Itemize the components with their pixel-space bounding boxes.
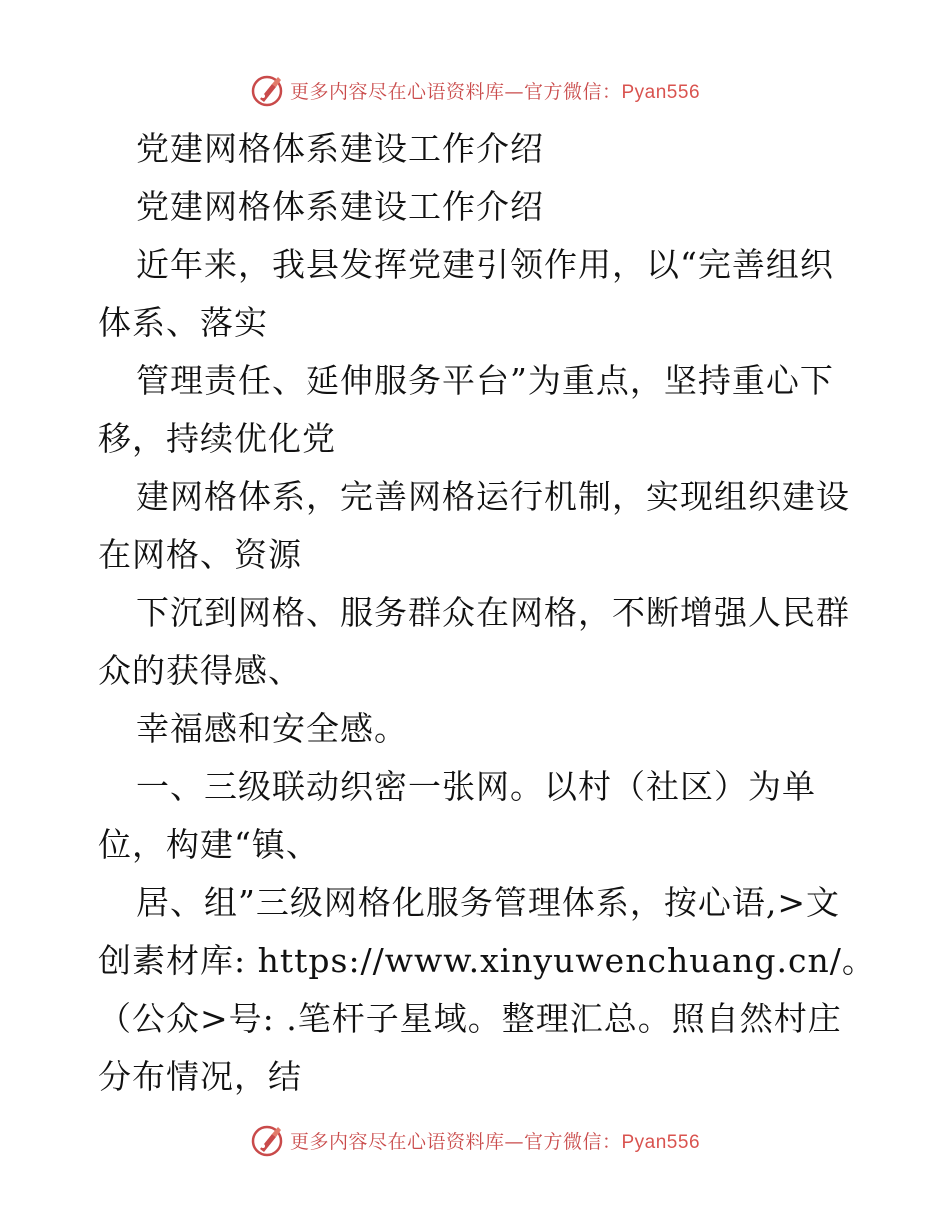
- paragraph-line: 分布情况，结: [98, 1057, 302, 1096]
- paragraph-line: 管理责任、延伸服务平台”为重点，坚持重心下: [136, 361, 834, 400]
- paragraph-line: 创素材库: https://www.xinyuwenchuang.cn/。: [98, 941, 876, 980]
- pen-logo-icon: [250, 1122, 286, 1158]
- paragraph-line: 下沉到网格、服务群众在网格，不断增强人民群: [136, 593, 850, 632]
- banner-wechat-id: Pyan556: [621, 81, 701, 103]
- doc-subtitle: 党建网格体系建设工作介绍: [136, 187, 544, 226]
- banner-wechat-id: Pyan556: [621, 1131, 701, 1153]
- paragraph-line: 移，持续优化党: [98, 419, 336, 458]
- paragraph-line: 位，构建“镇、: [98, 825, 320, 864]
- banner-wechat-label: 官方微信：: [523, 1130, 622, 1153]
- paragraph-line: 在网格、资源: [98, 535, 302, 574]
- paragraph-line: 幸福感和安全感。: [136, 709, 408, 748]
- footer-banner: [0, 1120, 950, 1160]
- paragraph-line: 众的获得感、: [98, 651, 302, 690]
- header-banner: [0, 70, 950, 110]
- paragraph-line: 体系、落实: [98, 303, 268, 342]
- paragraph-line: 近年来，我县发挥党建引领作用，以“完善组织: [136, 245, 834, 284]
- banner-main-text: 更多内容尽在心语资料库: [289, 1130, 505, 1153]
- banner-main-text: 更多内容尽在心语资料库: [289, 80, 505, 103]
- paragraph-line: （公众>号: .笔杆子星域。整理汇总。照自然村庄: [98, 999, 842, 1038]
- banner-dash: —: [504, 80, 524, 103]
- doc-title: 党建网格体系建设工作介绍: [136, 129, 544, 168]
- banner-dash: —: [504, 1130, 524, 1153]
- banner-wechat-label: 官方微信：: [523, 80, 622, 103]
- paragraph-line: 建网格体系，完善网格运行机制，实现组织建设: [136, 477, 850, 516]
- section-heading-line: 一、三级联动织密一张网。以村（社区）为单: [136, 767, 816, 806]
- pen-logo-icon: [250, 72, 286, 108]
- document-body: [98, 120, 876, 1106]
- paragraph-line: 居、组”三级网格化服务管理体系，按心语,>文: [136, 883, 841, 922]
